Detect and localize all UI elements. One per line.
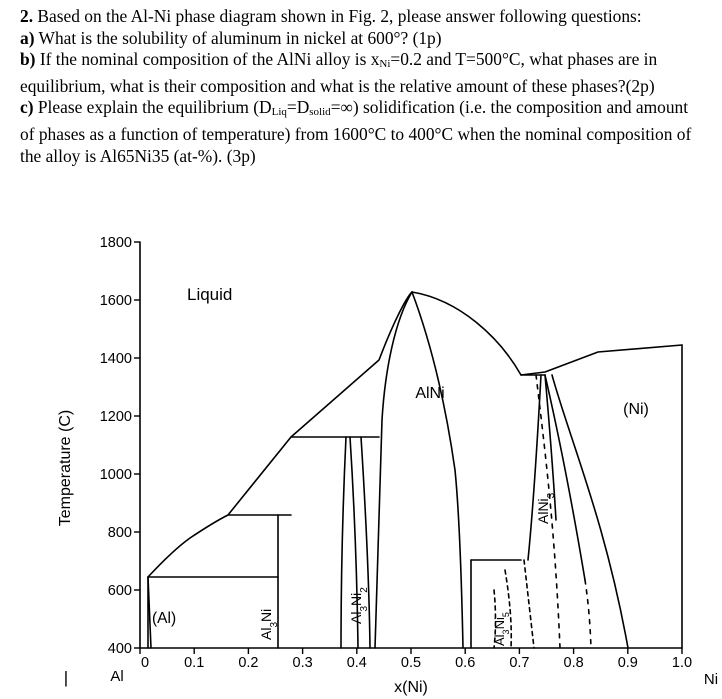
x-tick-label: 0.4 — [346, 655, 367, 671]
phase-label-liquid: Liquid — [187, 285, 233, 304]
x-tick-label: 0.7 — [509, 655, 530, 671]
x-tick-label: 0.3 — [292, 655, 313, 671]
phase-label-alni: AlNi — [415, 385, 445, 402]
y-tick-label: 400 — [107, 641, 132, 657]
phase-label-alni3: AlNi$_3$ — [535, 492, 557, 524]
y-tick-label: 1600 — [99, 293, 132, 309]
phase-label-al3ni5: $Al_3Ni_5$ — [492, 612, 511, 646]
x-tick-label: 1.0 — [671, 655, 693, 671]
phase-label-al3ni: $Al_3Ni$ — [258, 608, 280, 640]
x-axis-label: x(Ni) — [394, 679, 428, 696]
y-tick-label: 600 — [107, 583, 132, 599]
x-tick-label: 0 — [140, 655, 150, 671]
x-axis-left-element: Al — [110, 668, 124, 685]
x-tick-label: 0.2 — [238, 655, 259, 671]
y-tick-label: 1000 — [99, 467, 132, 483]
question-heading: 2. Based on the Al-Ni phase diagram shown in Fig. 2, please answer following questions: — [20, 6, 642, 26]
phase-label-al3ni2: $Al_3Ni_2$ — [348, 587, 370, 624]
alni-left-boundary — [375, 292, 412, 648]
x-tick-label: 0.6 — [455, 655, 476, 671]
alni-right-boundary — [412, 292, 463, 648]
y-axis-label: Temperature (C) — [57, 409, 74, 527]
x-tick-label: 0.1 — [184, 655, 205, 671]
y-tick-label: 1800 — [99, 235, 132, 251]
question-c: c) Please explain the equilibrium (DLiq=Dsolid=∞) solidification (i.e. the composition and amount of phases as a function of temperature) from 1600°C to 400°C when the nominal composition of the alloy is Al65Ni35 (at-%). (3p) — [20, 97, 692, 166]
x-axis-right-element: Ni — [703, 671, 719, 688]
ni-solvus — [552, 375, 628, 648]
y-tick-label: 1400 — [99, 351, 132, 367]
liquidus-ni-side — [412, 292, 682, 375]
y-tick-label: 800 — [107, 525, 132, 541]
x-tick-label: 0.8 — [563, 655, 584, 671]
question-b: b) If the nominal composition of the AlNi alloy is xNi=0.2 and T=500°C, what phases are in equilibrium, what is their composition and what is the relative amount of these phases?(2p) — [20, 49, 658, 96]
phase-label-al: (Al) — [152, 610, 177, 627]
phase-label-ni: (Ni) — [623, 401, 649, 418]
margin-marker: | — [63, 668, 69, 687]
question-a: a) What is the solubility of aluminum in nickel at 600°? (1p) — [20, 27, 442, 48]
liquidus-al-side — [148, 292, 412, 577]
x-tick-label: 0.9 — [617, 655, 638, 671]
x-tick-label: 0.5 — [400, 655, 422, 671]
y-tick-label: 1200 — [99, 409, 132, 425]
